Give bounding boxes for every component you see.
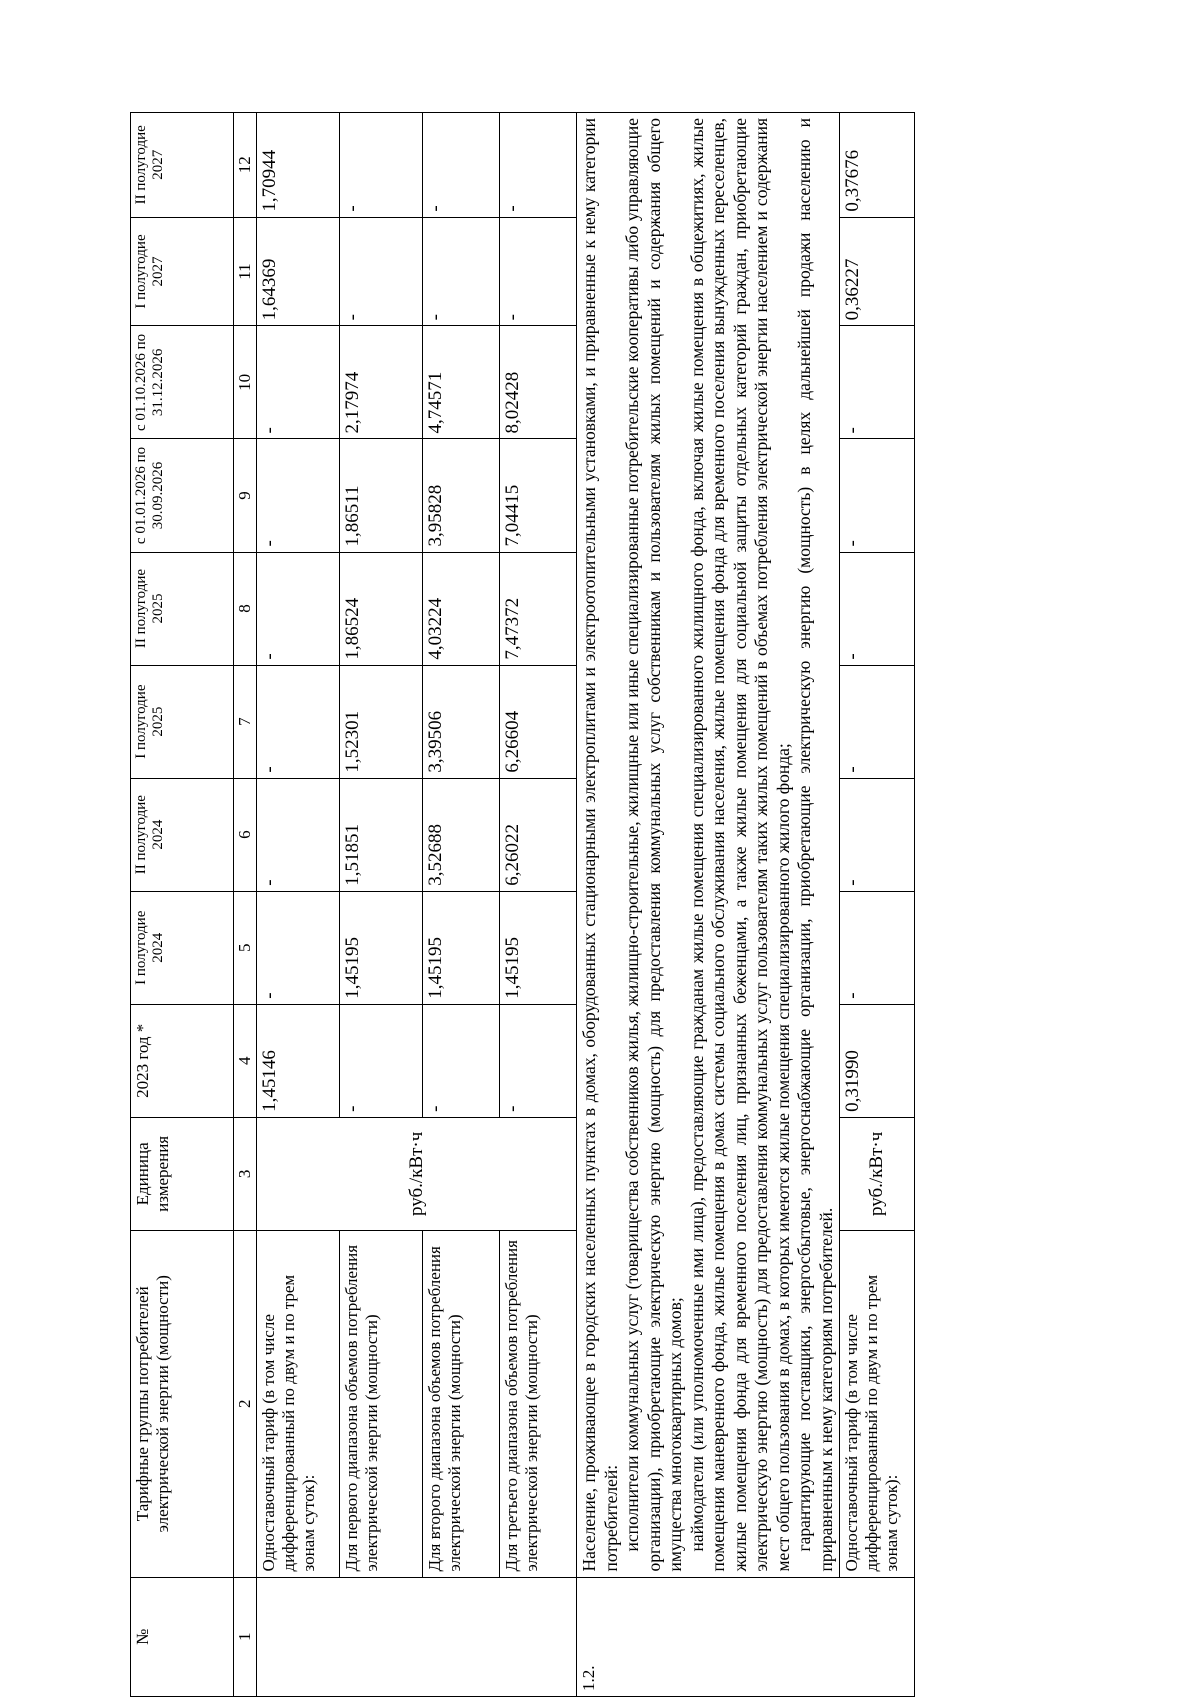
section-description-row (577, 113, 840, 1697)
value-cell: 0,31990 (840, 1004, 915, 1117)
col-number: 2 (234, 1230, 257, 1577)
unit-cell: руб./кВт·ч (840, 1117, 915, 1230)
value-cell: - (500, 217, 577, 326)
value-cell: - (840, 552, 915, 665)
header-num: № (131, 1577, 234, 1696)
value-cell: 1,86524 (340, 552, 423, 665)
description-paragraph: Население, проживающее в городских населенных пунктах в домах, оборудованных стационарными электроплитами и электроотопительными установками, и приравненные к нему категории потребителей: (579, 118, 621, 1572)
header-period: 2023 год * (131, 1004, 234, 1117)
unit-cell: руб./кВт·ч (257, 1117, 577, 1230)
rotated-table-wrapper (130, 112, 1080, 1697)
header-period: II полугодие 2027 (131, 113, 234, 218)
tariff-name: Для второго диапазона объемов потребления электрической энергии (мощности) (423, 1230, 500, 1577)
section2-num: 1.2. (577, 1577, 915, 1696)
tariff-name: Для первого диапазона объемов потребления электрической энергии (мощности) (340, 1230, 423, 1577)
table-row (423, 113, 500, 1697)
description-paragraph: наймодатели (или уполномоченные ими лица), предоставляющие гражданам жилые помещения специализированного жилищного фонда, включая жилые помещения в общежитиях, жилые помещения маневренного фонда, жилые помещения в домах системы социального обслуживания населения, жилые помещения фонда для временного поселения вынужденных переселенцев, жилые помещения фонда для временного поселения лиц, признанных беженцами, а также жилые помещения для социальной защиты отдельных категорий граждан, приобретающие электрическую энергию (мощность) для предоставления коммунальных услуг пользователям таких жилых помещений в объемах потребления электрической энергии населением и содержания мест общего пользования в домах, в которых имеются жилые помещения специализированного жилого фонда; (686, 118, 793, 1572)
value-cell: 7,47372 (500, 552, 577, 665)
header-group: Тарифные группы потребителей электрической энергии (мощности) (131, 1230, 234, 1577)
value-cell: 6,26022 (500, 778, 577, 891)
col-number: 9 (234, 439, 257, 552)
value-cell: - (257, 439, 340, 552)
value-cell: - (840, 891, 915, 1004)
value-cell: - (257, 778, 340, 891)
col-number: 6 (234, 778, 257, 891)
col-number: 3 (234, 1117, 257, 1230)
header-period: II полугодие 2024 (131, 778, 234, 891)
value-cell: 1,64369 (257, 217, 340, 326)
value-cell: 1,51851 (340, 778, 423, 891)
tariff-table (130, 112, 915, 1697)
value-cell: 3,39506 (423, 665, 500, 778)
description-paragraph: исполнители коммунальных услуг (товарищества собственников жилья, жилищно-строительные, жилищные или иные специализированные потребительские кооперативы либо управляющие организации), приобретающие электрическую энергию (мощность) для предоставления коммунальных услуг собственникам и пользователям жилых помещений и содержания общего имущества многоквартирных домов; (622, 118, 685, 1572)
value-cell: 7,04415 (500, 439, 577, 552)
col-number: 1 (234, 1577, 257, 1696)
value-cell: 1,45195 (423, 891, 500, 1004)
col-number: 4 (234, 1004, 257, 1117)
col-number: 12 (234, 113, 257, 218)
description-paragraph: гарантирующие поставщики, энергосбытовые, энергоснабжающие организации, приобретающие электрическую энергию (мощность) в целях дальнейшей продажи населению и приравненным к нему категориям потребителей. (794, 118, 836, 1572)
col-number: 11 (234, 217, 257, 326)
section2-description (577, 113, 840, 1578)
value-cell: - (257, 552, 340, 665)
tariff-name: Одноставочный тариф (в том числе дифференцированный по двум и по трем зонам суток): (840, 1230, 915, 1577)
col-number: 7 (234, 665, 257, 778)
table-row (257, 113, 340, 1697)
value-cell: - (257, 326, 340, 439)
table-row (500, 113, 577, 1697)
col-number: 5 (234, 891, 257, 1004)
header-period: с 01.01.2026 по 30.09.2026 (131, 439, 234, 552)
value-cell: 1,70944 (257, 113, 340, 218)
value-cell: 1,45146 (257, 1004, 340, 1117)
header-row (131, 113, 234, 1697)
value-cell: 2,17974 (340, 326, 423, 439)
column-numbers-row (234, 113, 257, 1697)
header-period: II полугодие 2025 (131, 552, 234, 665)
col-number: 8 (234, 552, 257, 665)
value-cell: 0,36227 (840, 217, 915, 326)
value-cell: 1,52301 (340, 665, 423, 778)
value-cell: 4,03224 (423, 552, 500, 665)
value-cell: 3,52688 (423, 778, 500, 891)
value-cell: - (840, 439, 915, 552)
header-period: I полугодие 2025 (131, 665, 234, 778)
col-number: 10 (234, 326, 257, 439)
tariff-name: Одноставочный тариф (в том числе дифференцированный по двум и по трем зонам суток): (257, 1230, 340, 1577)
value-cell: - (340, 217, 423, 326)
header-period: I полугодие 2027 (131, 217, 234, 326)
header-period: I полугодие 2024 (131, 891, 234, 1004)
value-cell: 4,74571 (423, 326, 500, 439)
value-cell: 0,37676 (840, 113, 915, 218)
section1-num (257, 1577, 577, 1696)
value-cell: - (840, 326, 915, 439)
value-cell: 1,45195 (340, 891, 423, 1004)
value-cell: - (340, 113, 423, 218)
value-cell: - (340, 1004, 423, 1117)
header-period: с 01.10.2026 по 31.12.2026 (131, 326, 234, 439)
header-unit: Единица измерения (131, 1117, 234, 1230)
value-cell: - (257, 891, 340, 1004)
value-cell: 1,45195 (500, 891, 577, 1004)
value-cell: - (423, 1004, 500, 1117)
value-cell: - (257, 665, 340, 778)
value-cell: - (840, 778, 915, 891)
table-row (340, 113, 423, 1697)
table-row (840, 113, 915, 1697)
value-cell: - (500, 113, 577, 218)
value-cell: 6,26604 (500, 665, 577, 778)
value-cell: 8,02428 (500, 326, 577, 439)
value-cell: - (423, 217, 500, 326)
value-cell: - (500, 1004, 577, 1117)
value-cell: - (840, 665, 915, 778)
value-cell: - (423, 113, 500, 218)
tariff-name: Для третьего диапазона объемов потребления электрической энергии (мощности) (500, 1230, 577, 1577)
value-cell: 3,95828 (423, 439, 500, 552)
value-cell: 1,86511 (340, 439, 423, 552)
